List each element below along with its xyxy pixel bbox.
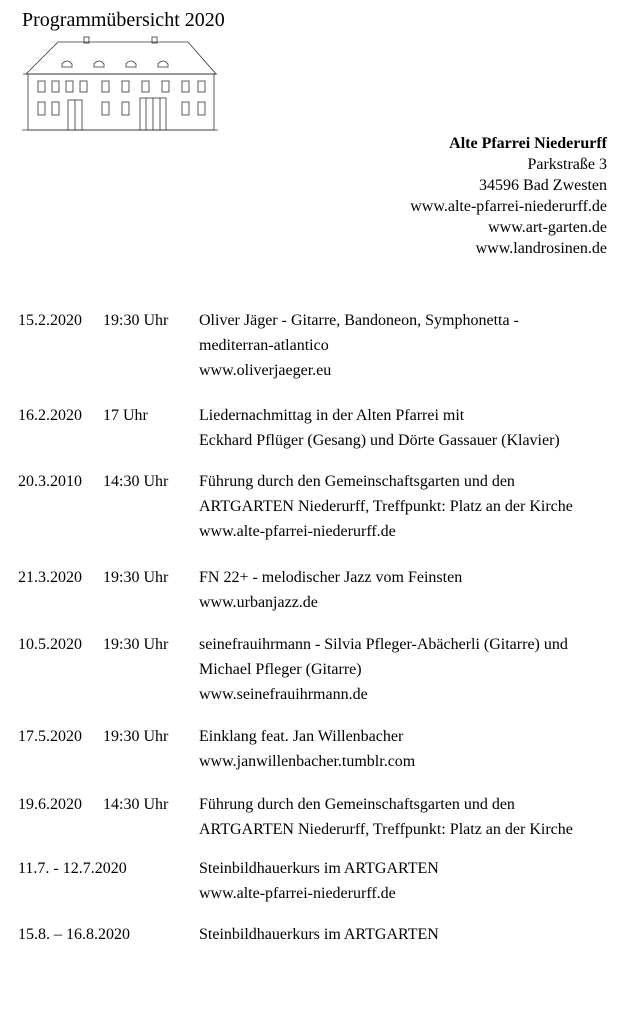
event-date: 19.6.2020 — [18, 796, 82, 813]
event-time: 19:30 Uhr — [103, 728, 169, 745]
event-description — [199, 856, 618, 906]
event-item — [18, 922, 618, 952]
event-description — [199, 308, 618, 383]
event-line: Steinbildhauerkurs im ARTGARTEN — [199, 860, 439, 877]
event-line: Liedernachmittag in der Alten Pfarrei mit — [199, 407, 465, 424]
event-line: seinefrauihrmann - Silvia Pfleger-Abächerli (Gitarre) und — [199, 636, 568, 653]
event-line: FN 22+ - melodischer Jazz vom Feinsten — [199, 569, 463, 586]
event-time: 19:30 Uhr — [103, 636, 169, 653]
organization-name: Alte Pfarrei Niederurff — [449, 135, 607, 152]
address-block — [410, 133, 607, 259]
event-item — [18, 403, 618, 469]
event-item — [18, 724, 618, 792]
event-line: ARTGARTEN Niederurff, Treffpunkt: Platz an der Kirche — [199, 821, 573, 838]
event-line: ARTGARTEN Niederurff, Treffpunkt: Platz an der Kirche — [199, 498, 573, 515]
event-line: Eckhard Pflüger (Gesang) und Dörte Gassauer (Klavier) — [199, 432, 560, 449]
event-date: 16.2.2020 — [18, 407, 82, 424]
event-line: mediterran-atlantico — [199, 337, 329, 354]
event-date: 15.2.2020 — [18, 312, 82, 329]
event-item — [18, 469, 618, 565]
house-illustration — [22, 34, 218, 134]
event-date: 17.5.2020 — [18, 728, 82, 745]
event-date: 10.5.2020 — [18, 636, 82, 653]
event-date: 20.3.2010 — [18, 473, 82, 490]
event-line: www.alte-pfarrei-niederurff.de — [199, 523, 396, 540]
event-line: Führung durch den Gemeinschaftsgarten und den — [199, 796, 515, 813]
page-title: Programmübersicht 2020 — [22, 9, 225, 31]
event-time: 19:30 Uhr — [103, 312, 169, 329]
event-line: Michael Pfleger (Gitarre) — [199, 661, 362, 678]
event-item — [18, 856, 618, 922]
event-line: www.janwillenbacher.tumblr.com — [199, 753, 416, 770]
event-line: Oliver Jäger - Gitarre, Bandoneon, Symphonetta - — [199, 312, 519, 329]
event-item — [18, 308, 618, 403]
website-link: www.art-garten.de — [488, 219, 607, 236]
event-description — [199, 469, 618, 544]
event-time: 14:30 Uhr — [103, 796, 169, 813]
event-line: Steinbildhauerkurs im ARTGARTEN — [199, 926, 439, 943]
event-description — [199, 792, 618, 842]
event-time: 19:30 Uhr — [103, 569, 169, 586]
event-line: www.seinefrauihrmann.de — [199, 686, 368, 703]
event-line: www.alte-pfarrei-niederurff.de — [199, 885, 396, 902]
event-item — [18, 565, 618, 632]
event-date: 11.7. - 12.7.2020 — [18, 860, 127, 877]
event-line: www.urbanjazz.de — [199, 594, 318, 611]
event-date: 15.8. – 16.8.2020 — [18, 926, 130, 943]
street: Parkstraße 3 — [527, 156, 607, 173]
event-description — [199, 403, 618, 453]
city: 34596 Bad Zwesten — [479, 177, 607, 194]
event-line: www.oliverjaeger.eu — [199, 362, 332, 379]
event-time: 17 Uhr — [103, 407, 148, 424]
website-link: www.landrosinen.de — [475, 240, 607, 257]
website-link: www.alte-pfarrei-niederurff.de — [410, 198, 607, 215]
event-description — [199, 632, 618, 707]
event-list — [18, 308, 618, 952]
event-time: 14:30 Uhr — [103, 473, 169, 490]
event-line: Einklang feat. Jan Willenbacher — [199, 728, 404, 745]
event-description — [199, 565, 618, 615]
event-line: Führung durch den Gemeinschaftsgarten und den — [199, 473, 515, 490]
event-date: 21.3.2020 — [18, 569, 82, 586]
event-description — [199, 724, 618, 774]
event-item — [18, 632, 618, 724]
event-description — [199, 922, 618, 947]
event-item — [18, 792, 618, 856]
